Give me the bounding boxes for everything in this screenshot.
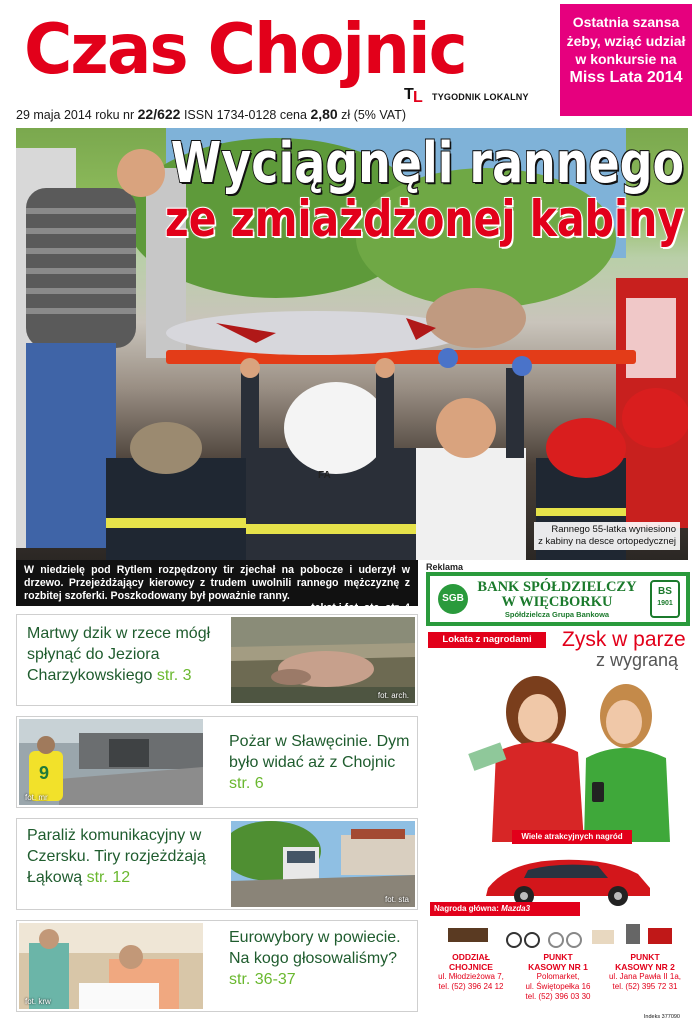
ad-label: Reklama — [426, 562, 464, 572]
miss-lata-promo[interactable] — [560, 4, 692, 116]
lokata-badge: Lokata z nagrodami — [428, 632, 546, 648]
helmet-text: FA — [318, 470, 331, 481]
prize-items-icons — [444, 918, 676, 948]
issue-number: 22/622 — [137, 106, 181, 122]
promo-line-3: w konkursie na — [575, 51, 677, 67]
bs-logo-icon — [650, 580, 680, 618]
promo-line-2: żeby, wziąć udział — [566, 32, 686, 49]
lead-credit: tekst i fot. sta, str. 4 — [311, 602, 410, 614]
tl-logo-t: T — [404, 86, 414, 103]
bank-name — [472, 580, 642, 610]
story-headline — [229, 927, 417, 990]
story-teaser-eurowybory[interactable] — [16, 920, 418, 1012]
bank-name-line-2: W WIĘCBORKU — [501, 594, 613, 610]
issn: ISSN 1734-0128 cena — [183, 108, 307, 122]
price-suffix: zł (5% VAT) — [341, 108, 406, 122]
sgb-logo-icon: SGB — [438, 584, 468, 614]
jersey-number: 9 — [39, 763, 50, 783]
branch-type: ODDZIAŁ — [452, 952, 490, 962]
branch-phone: tel. (52) 396 24 12 — [438, 982, 504, 991]
ad-slogan: Zysk w parze — [562, 628, 686, 651]
story-photo — [19, 719, 203, 805]
story-text: Pożar w Sławęcinie. Dym było widać aż z Chojnic — [229, 733, 410, 771]
main-headline[interactable] — [16, 131, 688, 248]
story-teaser-pozar[interactable] — [16, 716, 418, 808]
price: 2,80 — [310, 106, 338, 122]
newspaper-title: Czas Chojnic — [24, 9, 466, 90]
bank-header — [426, 572, 690, 626]
hero-photo[interactable] — [16, 128, 688, 560]
main-prize-value: Mazda3 — [501, 904, 531, 913]
story-headline — [27, 825, 227, 888]
prizes-banner: Wiele atrakcyjnych nagród — [512, 830, 632, 844]
branch-type: PUNKT — [630, 952, 660, 962]
bank-header-inner — [430, 576, 686, 622]
story-headline — [229, 731, 413, 794]
bs-logo-year: 1901 — [657, 600, 673, 607]
headline-line-2: ze zmiażdżonej kabiny — [164, 190, 684, 248]
story-photo-credit: fot. sta — [384, 895, 409, 904]
caption-line-2: z kabiny na desce ortopedycznej — [538, 536, 676, 547]
story-text: Paraliż komunikacyjny w Czersku. Tiry rozjeżdżają Łąkową — [27, 827, 206, 886]
story-page-ref: str. 36-37 — [229, 971, 296, 988]
tl-logo-l: L — [413, 89, 423, 106]
lead-text: W niedzielę pod Rytlem rozpędzony tir zjechał na pobocze i uderzył w drzewo. Przejeżdżający kierowcy z trudem uwolnili rannego mężczyznę z rozbitej szoferki. Poszkodowany był poważnie ranny. — [24, 564, 410, 602]
branch-phone: tel. (52) 395 72 31 — [612, 982, 678, 991]
story-teaser-dzik[interactable] — [16, 614, 418, 706]
branch-name: KASOWY NR 1 — [528, 962, 588, 972]
story-headline — [27, 623, 227, 686]
caption-line-1: Rannego 55-latka wyniesiono — [551, 524, 676, 535]
bank-advertisement[interactable] — [426, 572, 690, 1026]
story-photo — [19, 923, 203, 1009]
promo-line-1: Ostatnia szansa — [572, 14, 680, 30]
bank-subtitle: Spółdzielcza Grupa Bankowa — [504, 610, 610, 619]
tygodnik-label: TYGODNIK LOKALNY — [432, 92, 529, 102]
branch-address: ul. Młodzieżowa 7, — [438, 972, 504, 981]
story-photo-credit: fot. arch. — [377, 691, 409, 700]
branch-name: CHOJNICE — [449, 962, 493, 972]
photo-caption — [534, 522, 680, 550]
story-teaser-czersk[interactable] — [16, 818, 418, 910]
story-photo-credit: fot. krw — [25, 997, 51, 1006]
branch-name: KASOWY NR 2 — [615, 962, 675, 972]
bs-logo-text: BS — [658, 586, 672, 597]
story-page-ref: str. 3 — [156, 667, 192, 684]
story-page-ref: str. 12 — [86, 869, 131, 886]
ad-slogan-sub: z wygraną — [596, 650, 679, 670]
story-photo — [231, 617, 415, 703]
story-page-ref: str. 6 — [229, 775, 264, 792]
masthead — [14, 0, 554, 108]
branch-chojnice — [428, 952, 514, 992]
branch-list — [426, 952, 690, 1022]
story-text: Eurowybory w powiecie. Na kogo głosowaliśmy? — [229, 929, 401, 967]
car-icon — [478, 848, 658, 908]
tl-logo — [404, 86, 430, 106]
main-prize-label: Nagroda główna: — [434, 904, 499, 913]
indeks-number: Indeks 377090 — [643, 1014, 680, 1020]
story-photo — [231, 821, 415, 907]
headline-line-1: Wyciągnęli rannego — [170, 131, 684, 196]
main-prize-banner — [430, 902, 580, 916]
branch-address: ul. Jana Pawła II 1a, — [608, 972, 682, 981]
issue-date: 29 maja 2014 roku nr — [16, 108, 135, 122]
branch-punkt-2 — [602, 952, 688, 992]
branch-punkt-1 — [515, 952, 601, 1002]
lead-box[interactable] — [16, 560, 418, 614]
promo-line-4: Miss Lata 2014 — [569, 68, 683, 86]
bank-name-line-1: BANK SPÓŁDZIELCZY — [477, 579, 637, 595]
branch-address-2: ul. Świętopełka 16 — [525, 982, 591, 991]
branch-address: Polomarket, — [536, 972, 580, 981]
branch-phone: tel. (52) 396 03 30 — [525, 992, 591, 1001]
branch-type: PUNKT — [543, 952, 573, 962]
issue-line — [16, 106, 406, 122]
two-women-illustration — [466, 672, 676, 842]
story-text: Martwy dzik w rzece mógł spłynąć do Jeziora Charzykowskiego — [27, 625, 211, 684]
story-photo-credit: fot. mr — [25, 793, 48, 802]
